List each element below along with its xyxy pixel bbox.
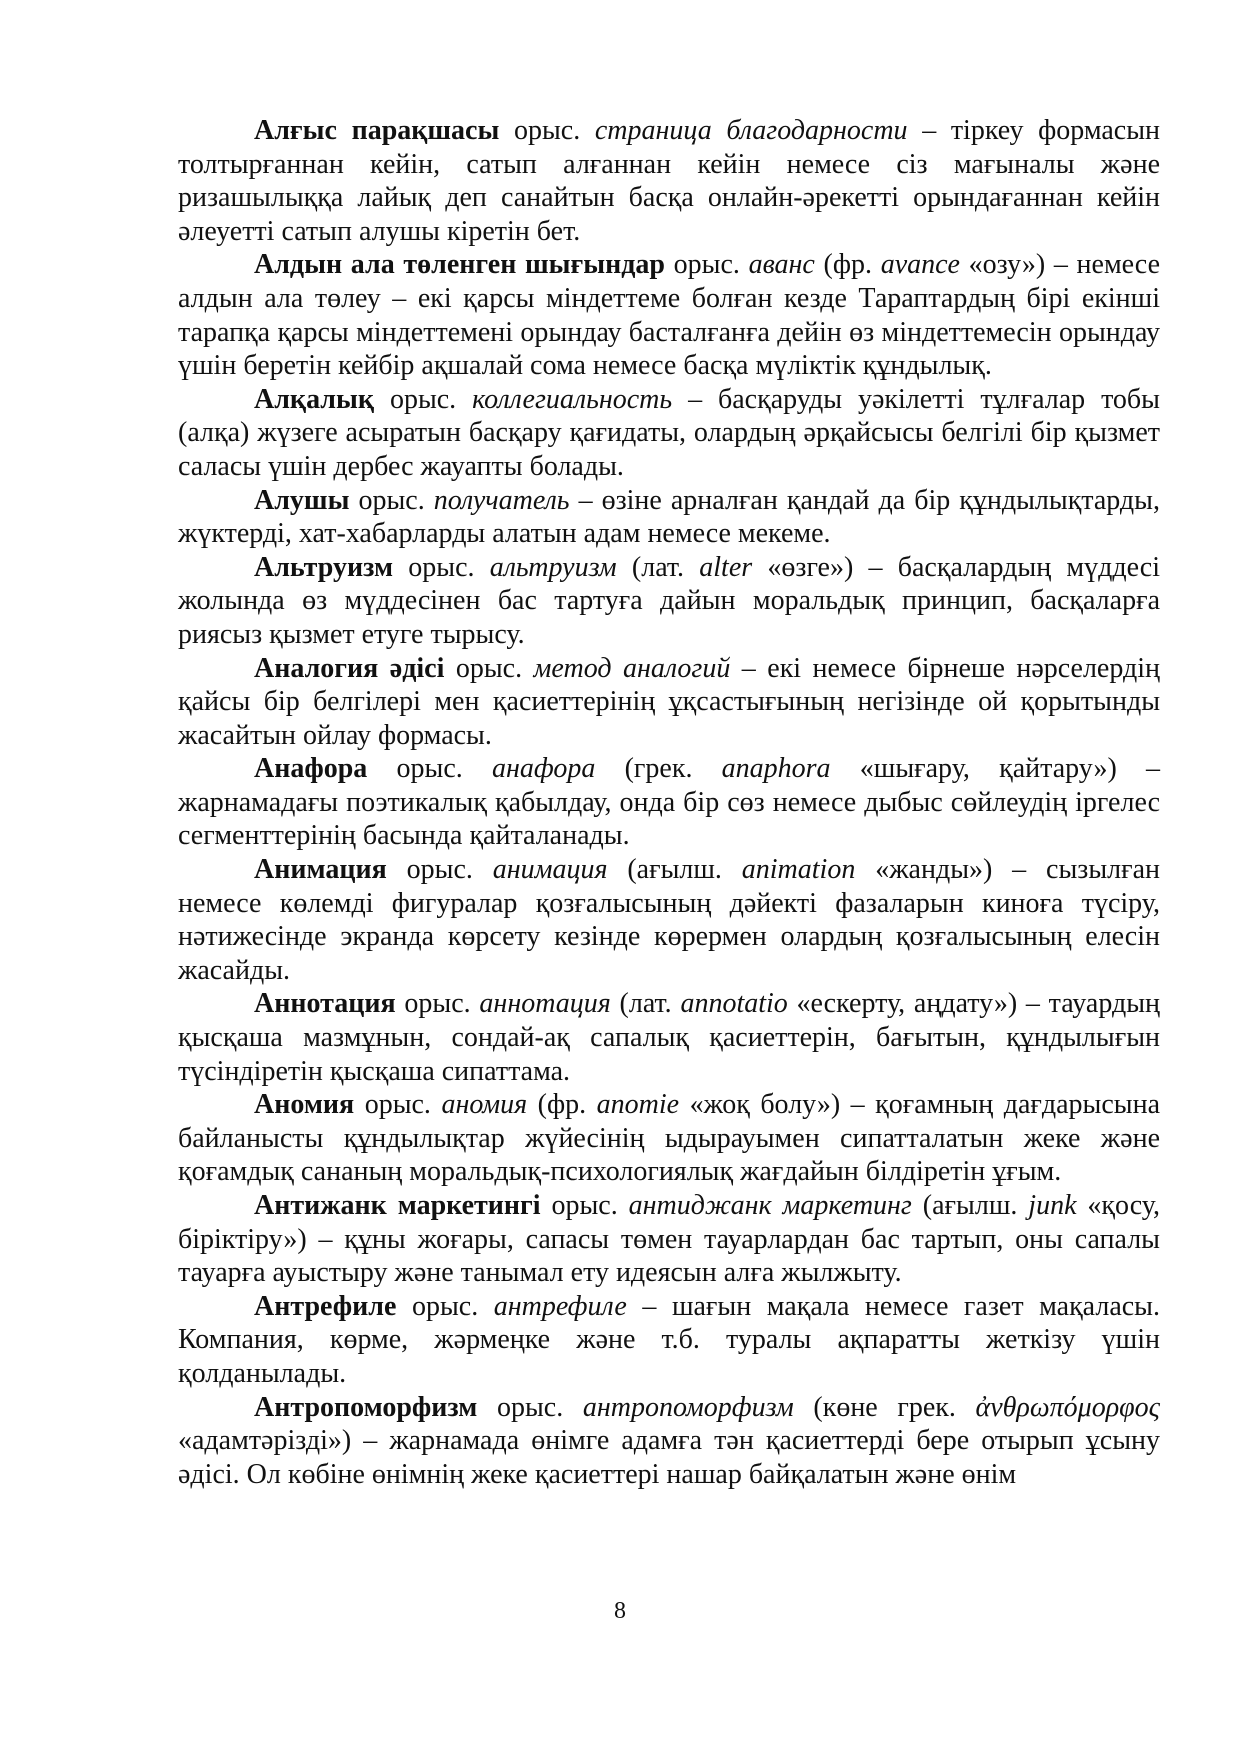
entry-definition: «озу») – немесе алдын ала төлеу – екі қарсы міндеттеме болған кезде Тараптардың бірі екінші тарапқа қарсы міндеттемені орындау басталғанға дейін өз міндеттемесін орындау үшін беретін кейбір ақшалай сома немесе басқа мүліктік құндылық.: [178, 249, 1160, 382]
glossary-entry: [178, 1290, 1160, 1391]
entry-etymology-prefix: (фр.: [527, 1089, 597, 1121]
glossary-entry: [178, 248, 1160, 382]
glossary-entry: [178, 1189, 1160, 1290]
entry-term: Аналогия әдісі: [254, 652, 445, 684]
entry-lang-note: орыс.: [349, 484, 434, 516]
entry-definition: «өзге») – басқалардың мүддесі жолында өз мүддесінен бас тартуға дайын моральдық принцип, басқаларға риясыз қызмет етуге тырысу.: [178, 551, 1160, 650]
entry-definition: – басқаруды уәкілетті тұлғалар тобы (алқа) жүзеге асыратын басқару қағидаты, олардың әрқайсысы белгілі бір қызмет саласы үшін дербес жауапты болады.: [178, 383, 1160, 482]
entry-etymology-prefix: (лат.: [616, 551, 700, 583]
entry-russian-term: метод аналогий: [533, 652, 731, 684]
entry-lang-note: орыс.: [444, 652, 534, 684]
entry-term: Антрефиле: [254, 1290, 397, 1322]
entry-foreign-word: animation: [741, 854, 856, 886]
entry-etymology-prefix: (лат.: [610, 988, 681, 1020]
glossary-entry: [178, 484, 1160, 551]
entry-lang-note: орыс.: [396, 1290, 494, 1322]
glossary-entry: [178, 551, 1160, 652]
entry-definition: – өзіне арналған қандай да бір құндылықтарды, жүктерді, хат-хабарларды алатын адам немесе мекеме.: [178, 484, 1160, 550]
glossary-entry: [178, 752, 1160, 853]
entry-russian-term: антропоморфизм: [582, 1391, 794, 1423]
entry-foreign-word: alter: [699, 551, 753, 583]
entry-term: Альтруизм: [254, 551, 394, 583]
entry-etymology-prefix: (ағылш.: [911, 1190, 1029, 1221]
entry-lang-note: орыс.: [395, 988, 480, 1020]
entry-foreign-word: annotatio: [680, 988, 788, 1020]
entry-definition: – тіркеу формасын толтырғаннан кейін, сатып алғаннан кейін немесе сіз мағыналы және ризашылыққа лайық деп санайтын басқа онлайн-әрекетті орындағаннан кейін әлеуетті сатып алушы кіретін бет.: [178, 115, 1161, 247]
entry-lang-note: орыс.: [664, 249, 749, 281]
entry-term: Аномия: [254, 1089, 355, 1121]
entry-term: Анимация: [254, 854, 387, 886]
entry-lang-note: орыс.: [374, 383, 473, 415]
entry-etymology-prefix: (көне грек.: [793, 1391, 976, 1423]
entry-russian-term: антиджанк маркетинг: [628, 1190, 912, 1221]
entry-definition: «қосу, біріктіру») – құны жоғары, сапасы төмен тауарлардан бас тартып, оны сапалы тауарға ауыстыру және танымал ету идеясын алға жылжыту.: [178, 1190, 1160, 1289]
entry-definition: «жоқ болу») – қоғамның дағдарысына байланысты құндылықтар жүйесінің ыдырауымен сипатталатын жеке және қоғамдық сананың моральдық-психологиялық жағдайын білдіретін ұғым.: [178, 1089, 1160, 1188]
entry-lang-note: орыс.: [540, 1190, 629, 1221]
entry-lang-note: орыс.: [354, 1089, 442, 1121]
entry-russian-term: получатель: [433, 484, 570, 516]
entry-russian-term: анимация: [492, 854, 608, 886]
glossary-entry: [178, 853, 1160, 987]
entry-term: Антижанк маркетингі: [254, 1190, 541, 1221]
entry-definition: – екі немесе бірнеше нәрселердің қайсы бір белгілері мен қасиеттерінің ұқсастығының негізінде ой қорытынды жасайтын ойлау формасы.: [178, 652, 1161, 751]
entry-foreign-word: anaphora: [721, 753, 831, 785]
glossary-entry: [178, 1088, 1160, 1189]
entry-lang-note: орыс.: [499, 115, 595, 146]
entry-term: Алушы: [254, 484, 350, 516]
entry-foreign-word: anomie: [596, 1089, 680, 1121]
entry-russian-term: страница благодарности: [594, 115, 908, 146]
entry-russian-term: альтруизм: [489, 551, 617, 583]
entry-lang-note: орыс.: [477, 1391, 583, 1423]
entry-russian-term: аномия: [441, 1089, 528, 1121]
entry-term: Алдын ала төленген шығындар: [254, 249, 665, 281]
entry-lang-note: орыс.: [386, 854, 493, 886]
entry-term: Анафора: [254, 753, 368, 785]
entry-definition: «адамтәрізді») – жарнамада өнімге адамға тән қасиеттерді бере отырып ұсыну әдісі. Ол көбіне өнімнің жеке қасиеттері нашар байқалатын және өнім: [178, 1425, 1160, 1490]
entry-definition: «жанды») – сызылған немесе көлемді фигуралар қозғалысының дәйекті фазаларын киноға түсіру, нәтижесінде экранда көрсету кезінде көрермен олардың қозғалысының елесін жасайды.: [178, 854, 1160, 986]
glossary-entry: [178, 987, 1160, 1088]
entry-term: Алқалық: [254, 383, 375, 415]
entry-russian-term: аванс: [748, 249, 815, 281]
entry-term: Алғыс парақшасы: [254, 115, 500, 146]
entry-lang-note: орыс.: [367, 753, 492, 785]
entry-definition: – шағын мақала немесе газет мақаласы. Компания, көрме, жәрмеңке және т.б. туралы ақпаратты жеткізу үшін қолданылады.: [178, 1290, 1160, 1389]
document-page: [178, 114, 1160, 1491]
entry-definition: «шығару, қайтару») – жарнамадағы поэтикалық қабылдау, онда бір сөз немесе дыбыс сөйлеудің іргелес сегменттерінің басында қайталанады.: [178, 753, 1160, 852]
glossary-entry: [178, 383, 1160, 484]
entry-definition: «ескерту, аңдату») – тауардың қысқаша мазмұнын, сондай-ақ сапалық қасиеттерін, бағытын, құндылығын түсіндіретін қысқаша сипаттама.: [178, 988, 1160, 1087]
page-number: 8: [614, 1598, 626, 1624]
entry-foreign-word: avance: [880, 249, 960, 281]
entry-foreign-word: ἀνθρωπόμορφος: [975, 1391, 1160, 1423]
entry-etymology-prefix: (фр.: [814, 249, 881, 281]
entry-foreign-word: junk: [1028, 1190, 1077, 1221]
glossary-entry: [178, 1391, 1160, 1492]
entry-etymology-prefix: (ағылш.: [607, 854, 742, 886]
entry-term: Аннотация: [254, 988, 396, 1020]
entry-russian-term: аннотация: [479, 988, 611, 1020]
entry-etymology-prefix: (грек.: [595, 753, 722, 785]
entry-lang-note: орыс.: [393, 551, 490, 583]
entry-term: Антропоморфизм: [254, 1391, 478, 1423]
entry-russian-term: коллегиальность: [472, 383, 673, 415]
entry-russian-term: анафора: [491, 753, 596, 785]
entry-russian-term: антрефиле: [493, 1290, 627, 1322]
glossary-entry: [178, 114, 1160, 248]
glossary-entry: [178, 652, 1160, 753]
